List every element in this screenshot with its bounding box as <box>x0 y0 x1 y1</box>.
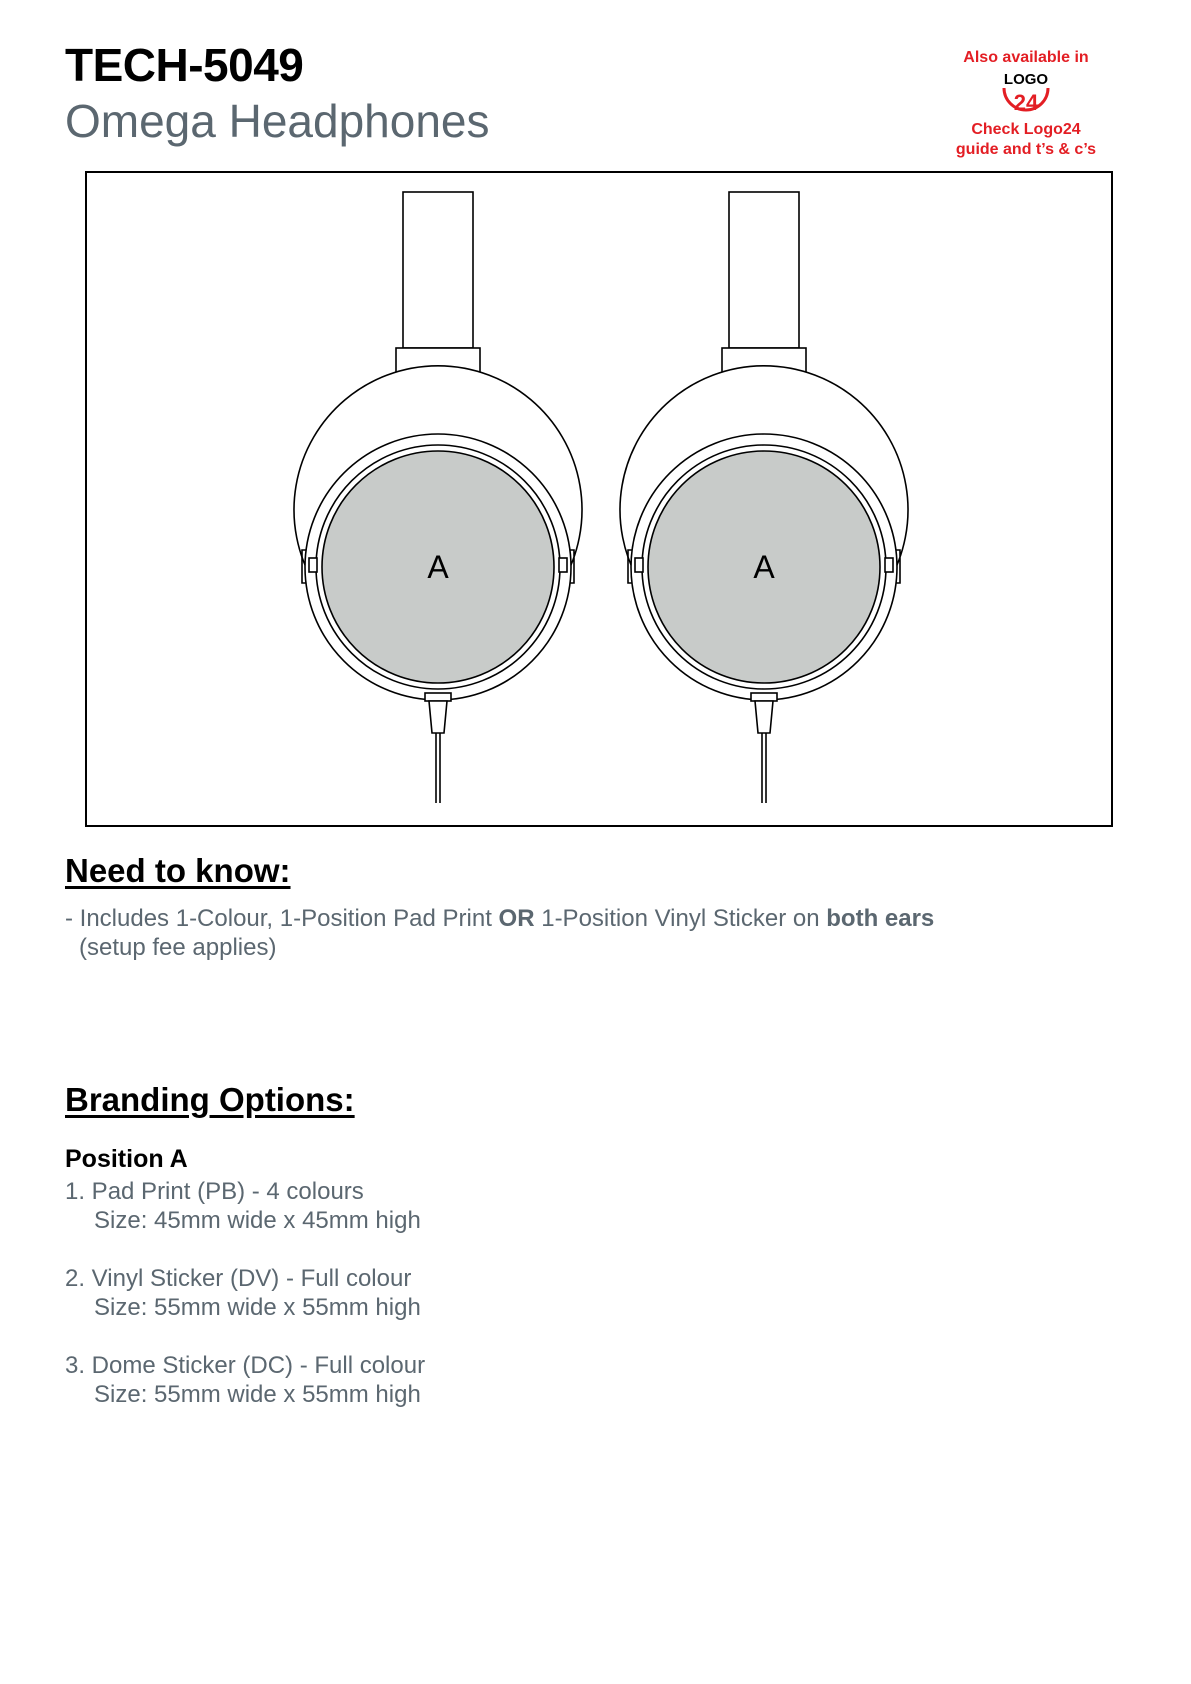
need-to-know-heading: Need to know: <box>65 852 291 889</box>
option-size: Size: 45mm wide x 45mm high <box>94 1207 421 1234</box>
product-diagram <box>85 171 1113 827</box>
logo24-check-text: Check Logo24 <box>971 121 1081 138</box>
product-name: Omega Headphones <box>65 95 490 147</box>
option-title: 3. Dome Sticker (DC) - Full colour <box>65 1352 426 1379</box>
option-title: 2. Vinyl Sticker (DV) - Full colour <box>65 1265 412 1292</box>
svg-text:LOGO: LOGO <box>1003 71 1049 88</box>
branding-option <box>65 1264 425 1322</box>
option-size: Size: 55mm wide x 55mm high <box>94 1294 421 1321</box>
need-to-know-item: - Includes 1-Colour, 1-Position Pad Print OR 1-Position Vinyl Sticker on both ears <box>65 905 935 932</box>
right-headphone-illustration <box>620 192 908 803</box>
right-print-position-label: A <box>753 549 775 585</box>
svg-text:24: 24 <box>1013 90 1039 115</box>
logo24-available-text: Also available in <box>963 49 1089 66</box>
option-title: 1. Pad Print (PB) - 4 colours <box>65 1178 364 1205</box>
left-headphone-illustration <box>294 192 582 803</box>
logo24-logo <box>994 70 1058 120</box>
branding-options-heading: Branding Options: <box>65 1081 355 1118</box>
option-size: Size: 55mm wide x 55mm high <box>94 1381 421 1408</box>
logo24-badge <box>941 48 1111 160</box>
branding-options-list <box>65 1177 425 1438</box>
product-code: TECH-5049 <box>65 39 304 91</box>
position-a-title: Position A <box>65 1145 188 1173</box>
logo24-terms-text: guide and t’s & c’s <box>955 141 1097 158</box>
need-to-know-note: (setup fee applies) <box>79 934 277 961</box>
left-print-position-label: A <box>427 549 449 585</box>
branding-option <box>65 1351 425 1409</box>
branding-option <box>65 1177 425 1235</box>
need-to-know-list <box>65 904 934 962</box>
